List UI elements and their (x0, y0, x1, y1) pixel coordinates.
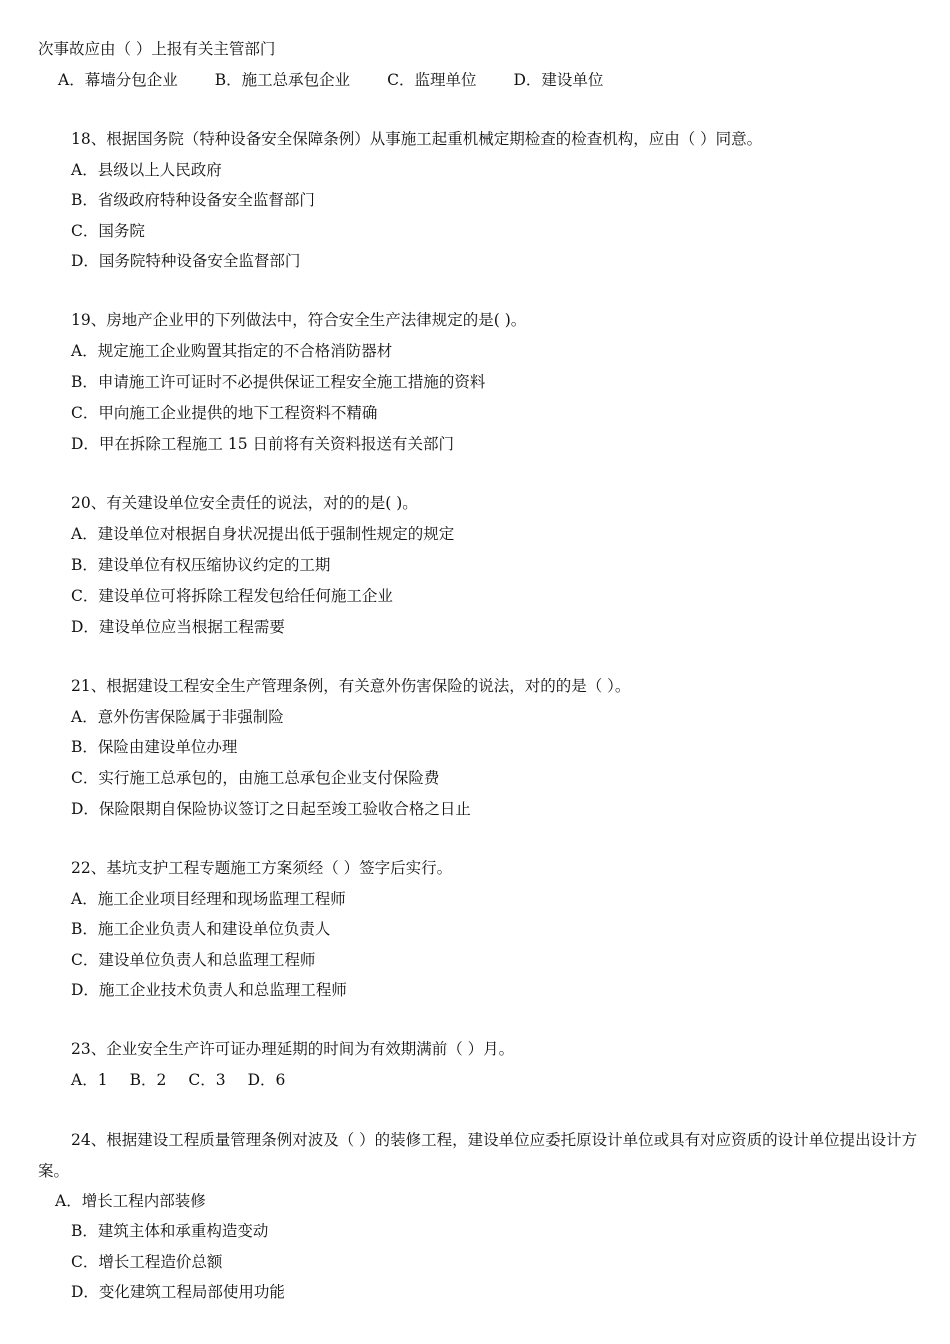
question-19-stem: 19、房地产企业甲的下列做法中，符合安全生产法律规定的是( )。 (71, 311, 527, 329)
question-18-option-d: D．国务院特种设备安全监督部门 (71, 252, 301, 270)
option-d: D．建设单位 (513, 71, 604, 89)
question-21-option-c: C．实行施工总承包的，由施工总承包企业支付保险费 (71, 769, 440, 787)
question-22-option-c: C．建设单位负责人和总监理工程师 (71, 951, 316, 969)
option-a: A．1 (71, 1071, 108, 1089)
question-22-option-d: D．施工企业技术负责人和总监理工程师 (71, 981, 347, 999)
carryover-stem: 次事故应由（ ）上报有关主管部门 (38, 40, 276, 58)
question-22-option-a: A．施工企业项目经理和现场监理工程师 (71, 890, 346, 908)
question-18-option-a: A．县级以上人民政府 (71, 161, 222, 179)
question-20-option-d: D．建设单位应当根据工程需要 (71, 618, 285, 636)
question-24-option-c: C．增长工程造价总额 (71, 1253, 223, 1271)
question-24-option-b: B．建筑主体和承重构造变动 (71, 1222, 269, 1240)
question-18-stem: 18、根据国务院（特种设备安全保障条例）从事施工起重机械定期检查的检查机构，应由（ ）同意。 (71, 130, 763, 148)
option-d: D．6 (247, 1071, 286, 1089)
question-20-option-a: A．建设单位对根据自身状况提出低于强制性规定的规定 (71, 525, 455, 543)
question-19-option-c: C．甲向施工企业提供的地下工程资料不精确 (71, 404, 378, 422)
question-21-option-d: D．保险限期自保险协议签订之日起至竣工验收合格之日止 (71, 800, 471, 818)
option-c: C．监理单位 (387, 71, 477, 89)
question-24-stem: 24、根据建设工程质量管理条例对波及（ ）的装修工程，建设单位应委托原设计单位或具有对应资质的设计单位提出设计方案。 (38, 1131, 918, 1180)
carryover-options (58, 69, 640, 91)
question-20-option-c: C．建设单位可将拆除工程发包给任何施工企业 (71, 587, 393, 605)
question-19-option-b: B．申请施工许可证时不必提供保证工程安全施工措施的资料 (71, 373, 486, 391)
question-22-option-b: B．施工企业负责人和建设单位负责人 (71, 920, 331, 938)
option-a: A．幕墙分包企业 (58, 71, 178, 89)
option-c: C．3 (188, 1071, 226, 1089)
question-24-option-a: A．增长工程内部装修 (55, 1192, 206, 1210)
question-24-option-d: D．变化建筑工程局部使用功能 (71, 1283, 285, 1301)
option-b: B．2 (129, 1071, 167, 1089)
question-20-option-b: B．建设单位有权压缩协议约定的工期 (71, 556, 331, 574)
question-21-option-a: A．意外伤害保险属于非强制险 (71, 708, 284, 726)
question-19-option-d: D．甲在拆除工程施工 15 日前将有关资料报送有关部门 (71, 435, 455, 453)
question-20-stem: 20、有关建设单位安全责任的说法，对的的是( )。 (71, 494, 418, 512)
option-b: B．施工总承包企业 (214, 71, 351, 89)
question-19-option-a: A．规定施工企业购置其指定的不合格消防器材 (71, 342, 393, 360)
question-21-option-b: B．保险由建设单位办理 (71, 738, 238, 756)
question-22-stem: 22、基坑支护工程专题施工方案须经（ ）签字后实行。 (71, 859, 453, 877)
question-21-stem: 21、根据建设工程安全生产管理条例，有关意外伤害保险的说法，对的的是（ ）。 (71, 677, 631, 695)
question-23-options (71, 1069, 307, 1091)
question-18-option-c: C．国务院 (71, 222, 145, 240)
question-18-option-b: B．省级政府特种设备安全监督部门 (71, 191, 315, 209)
question-23-stem: 23、企业安全生产许可证办理延期的时间为有效期满前（ ）月。 (71, 1040, 515, 1058)
